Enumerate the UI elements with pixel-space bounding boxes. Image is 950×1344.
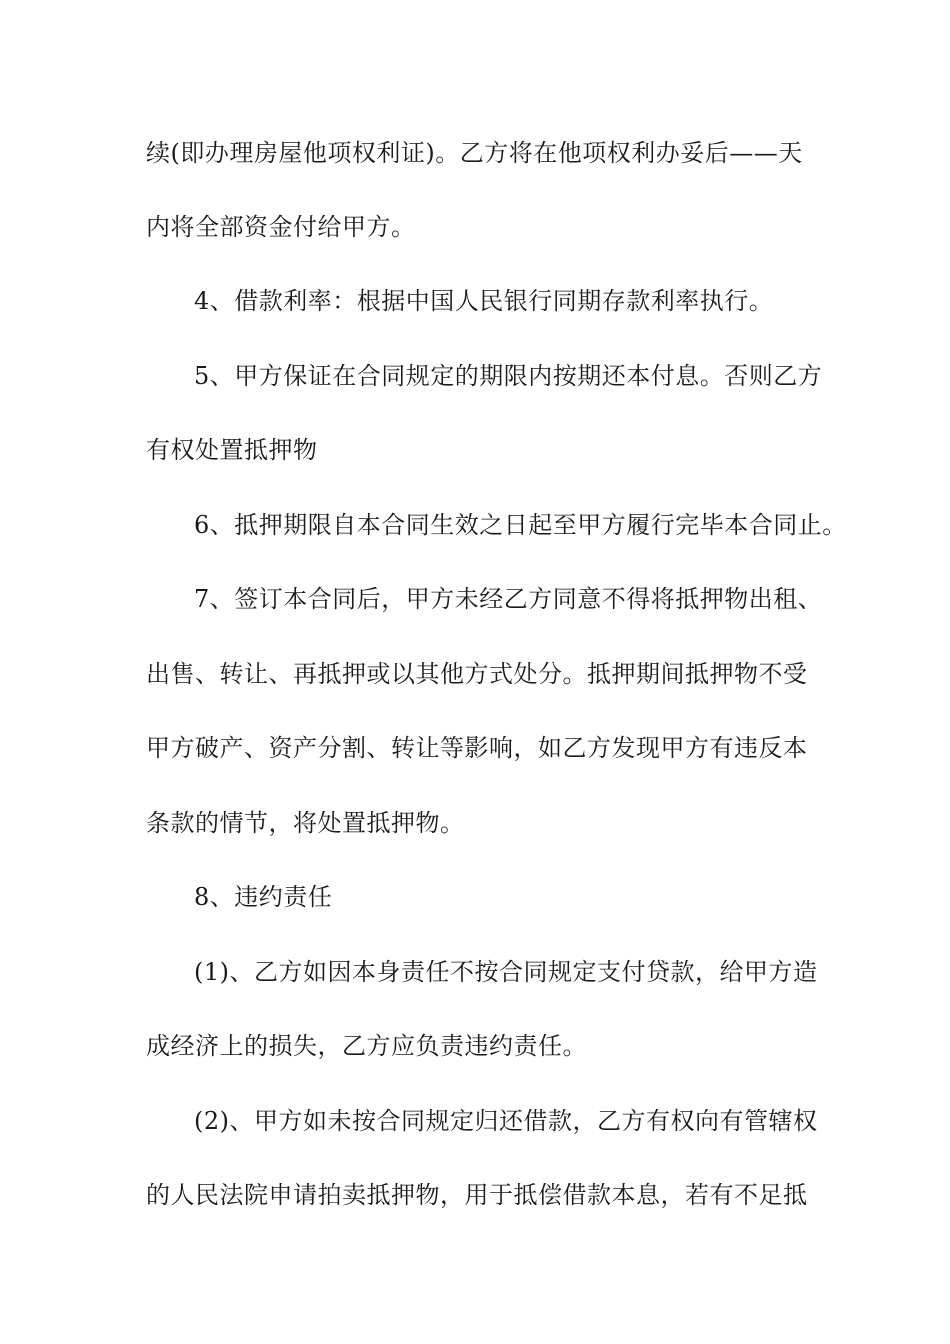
text-line: 8、违约责任 [194, 883, 333, 911]
text-line: 甲方破产、资产分割、转让等影响，如乙方发现甲方有违反本 [146, 734, 808, 762]
text-line: 条款的情节，将处置抵押物。 [146, 809, 465, 837]
text-line: 有权处置抵押物 [146, 436, 318, 464]
text-line: (1)、乙方如因本身责任不按合同规定支付贷款，给甲方造 [194, 958, 818, 986]
text-line: (2)、甲方如未按合同规定归还借款，乙方有权向有管辖权 [194, 1107, 818, 1135]
text-line: 7、签订本合同后，甲方未经乙方同意不得将抵押物出租、 [194, 585, 823, 613]
text-line: 出售、转让、再抵押或以其他方式处分。抵押期间抵押物不受 [146, 660, 808, 688]
text-line: 续(即办理房屋他项权利证)。乙方将在他项权利办妥后——天 [146, 139, 803, 167]
text-line: 4、借款利率：根据中国人民银行同期存款利率执行。 [194, 287, 774, 315]
text-line: 成经济上的损失，乙方应负责违约责任。 [146, 1032, 587, 1060]
text-line: 内将全部资金付给甲方。 [146, 213, 416, 241]
text-line: 6、抵押期限自本合同生效之日起至甲方履行完毕本合同止。 [194, 511, 847, 539]
text-line: 的人民法院申请拍卖抵押物，用于抵偿借款本息，若有不足抵 [146, 1181, 808, 1209]
text-line: 5、甲方保证在合同规定的期限内按期还本付息。否则乙方 [194, 362, 823, 390]
